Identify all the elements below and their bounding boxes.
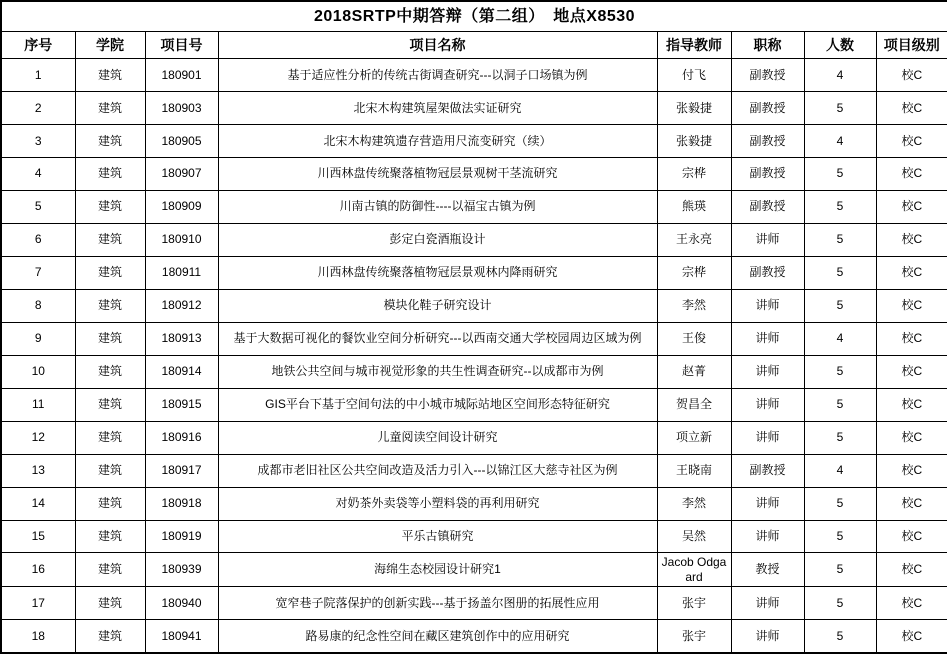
cell-project_no: 180913 [145, 322, 218, 355]
table-row [1, 158, 947, 191]
cell-rank: 副教授 [731, 125, 804, 158]
cell-advisor: 王俊 [657, 322, 731, 355]
cell-college: 建筑 [75, 620, 145, 653]
cell-level: 校C [876, 322, 947, 355]
cell-advisor: 宗桦 [657, 158, 731, 191]
column-header-level: 项目级别 [876, 32, 947, 59]
cell-advisor: 张宇 [657, 620, 731, 653]
cell-advisor: 付飞 [657, 59, 731, 92]
cell-college: 建筑 [75, 454, 145, 487]
cell-college: 建筑 [75, 520, 145, 553]
cell-index: 17 [1, 587, 75, 620]
cell-project_name: 平乐古镇研究 [218, 520, 657, 553]
cell-count: 5 [804, 289, 876, 322]
cell-level: 校C [876, 487, 947, 520]
cell-project_name: 川南古镇的防御性----以福宝古镇为例 [218, 190, 657, 223]
page-title: 2018SRTP中期答辩（第二组） 地点X8530 [1, 1, 947, 32]
cell-index: 9 [1, 322, 75, 355]
cell-college: 建筑 [75, 158, 145, 191]
cell-advisor: 张毅捷 [657, 125, 731, 158]
cell-count: 5 [804, 256, 876, 289]
column-header-advisor: 指导教师 [657, 32, 731, 59]
cell-project_name: GIS平台下基于空间句法的中小城市城际站地区空间形态特征研究 [218, 388, 657, 421]
cell-college: 建筑 [75, 421, 145, 454]
cell-index: 8 [1, 289, 75, 322]
cell-rank: 副教授 [731, 59, 804, 92]
cell-college: 建筑 [75, 59, 145, 92]
cell-index: 13 [1, 454, 75, 487]
column-header-project_no: 项目号 [145, 32, 218, 59]
cell-college: 建筑 [75, 587, 145, 620]
cell-index: 15 [1, 520, 75, 553]
cell-level: 校C [876, 92, 947, 125]
cell-college: 建筑 [75, 190, 145, 223]
cell-count: 5 [804, 355, 876, 388]
cell-count: 5 [804, 520, 876, 553]
cell-project_name: 海绵生态校园设计研究1 [218, 553, 657, 587]
column-header-college: 学院 [75, 32, 145, 59]
table-row [1, 59, 947, 92]
cell-index: 16 [1, 553, 75, 587]
cell-level: 校C [876, 355, 947, 388]
cell-index: 1 [1, 59, 75, 92]
cell-project_name: 彭定白瓷酒瓶设计 [218, 223, 657, 256]
cell-level: 校C [876, 125, 947, 158]
table-row [1, 520, 947, 553]
cell-count: 5 [804, 587, 876, 620]
table-row [1, 388, 947, 421]
cell-project_no: 180901 [145, 59, 218, 92]
cell-index: 18 [1, 620, 75, 653]
cell-project_name: 宽窄巷子院落保护的创新实践---基于扬盖尔图册的拓展性应用 [218, 587, 657, 620]
cell-college: 建筑 [75, 92, 145, 125]
table-row [1, 190, 947, 223]
cell-count: 5 [804, 158, 876, 191]
cell-project_no: 180905 [145, 125, 218, 158]
cell-advisor: 张毅捷 [657, 92, 731, 125]
cell-project_name: 对奶茶外卖袋等小塑料袋的再利用研究 [218, 487, 657, 520]
cell-college: 建筑 [75, 256, 145, 289]
cell-index: 4 [1, 158, 75, 191]
cell-rank: 副教授 [731, 256, 804, 289]
cell-advisor: 宗桦 [657, 256, 731, 289]
cell-level: 校C [876, 587, 947, 620]
cell-level: 校C [876, 256, 947, 289]
table-row [1, 322, 947, 355]
cell-advisor: 李然 [657, 487, 731, 520]
table-row [1, 355, 947, 388]
cell-project_name: 北宋木构建筑屋架做法实证研究 [218, 92, 657, 125]
cell-rank: 教授 [731, 553, 804, 587]
cell-count: 4 [804, 59, 876, 92]
cell-rank: 讲师 [731, 388, 804, 421]
cell-count: 4 [804, 125, 876, 158]
cell-college: 建筑 [75, 125, 145, 158]
cell-project_name: 基于适应性分析的传统古街调查研究---以洞子口场镇为例 [218, 59, 657, 92]
cell-index: 6 [1, 223, 75, 256]
cell-project_name: 成都市老旧社区公共空间改造及活力引入---以锦江区大慈寺社区为例 [218, 454, 657, 487]
table-row [1, 421, 947, 454]
cell-count: 5 [804, 620, 876, 653]
cell-college: 建筑 [75, 487, 145, 520]
cell-rank: 讲师 [731, 587, 804, 620]
cell-college: 建筑 [75, 355, 145, 388]
cell-rank: 讲师 [731, 355, 804, 388]
cell-rank: 讲师 [731, 421, 804, 454]
cell-advisor: 赵菁 [657, 355, 731, 388]
cell-project_no: 180907 [145, 158, 218, 191]
table-header-row [1, 32, 947, 59]
cell-count: 5 [804, 388, 876, 421]
cell-level: 校C [876, 388, 947, 421]
cell-rank: 副教授 [731, 454, 804, 487]
cell-level: 校C [876, 223, 947, 256]
column-header-project_name: 项目名称 [218, 32, 657, 59]
cell-count: 5 [804, 92, 876, 125]
cell-project_name: 北宋木构建筑遗存营造用尺流变研究（续） [218, 125, 657, 158]
cell-level: 校C [876, 421, 947, 454]
table-row [1, 256, 947, 289]
cell-level: 校C [876, 289, 947, 322]
cell-count: 5 [804, 487, 876, 520]
cell-project_name: 川西林盘传统聚落植物冠层景观林内降雨研究 [218, 256, 657, 289]
cell-project_no: 180915 [145, 388, 218, 421]
column-header-count: 人数 [804, 32, 876, 59]
cell-level: 校C [876, 158, 947, 191]
cell-index: 3 [1, 125, 75, 158]
cell-project_no: 180914 [145, 355, 218, 388]
cell-index: 10 [1, 355, 75, 388]
table-row [1, 487, 947, 520]
cell-advisor: 王永亮 [657, 223, 731, 256]
cell-project_name: 路易康的纪念性空间在藏区建筑创作中的应用研究 [218, 620, 657, 653]
cell-rank: 讲师 [731, 289, 804, 322]
cell-project_name: 地铁公共空间与城市视觉形象的共生性调查研究--以成都市为例 [218, 355, 657, 388]
cell-level: 校C [876, 59, 947, 92]
cell-project_no: 180910 [145, 223, 218, 256]
cell-project_no: 180939 [145, 553, 218, 587]
cell-level: 校C [876, 620, 947, 653]
cell-rank: 副教授 [731, 92, 804, 125]
cell-advisor: 熊瑛 [657, 190, 731, 223]
cell-project_no: 180909 [145, 190, 218, 223]
cell-index: 11 [1, 388, 75, 421]
cell-college: 建筑 [75, 289, 145, 322]
table-row [1, 223, 947, 256]
title-row [1, 1, 947, 32]
cell-rank: 讲师 [731, 620, 804, 653]
cell-level: 校C [876, 520, 947, 553]
cell-count: 5 [804, 553, 876, 587]
cell-count: 5 [804, 223, 876, 256]
cell-project_name: 基于大数据可视化的餐饮业空间分析研究---以西南交通大学校园周边区域为例 [218, 322, 657, 355]
cell-advisor: 吴然 [657, 520, 731, 553]
cell-advisor: 项立新 [657, 421, 731, 454]
cell-college: 建筑 [75, 322, 145, 355]
cell-advisor: 李然 [657, 289, 731, 322]
cell-college: 建筑 [75, 388, 145, 421]
cell-index: 5 [1, 190, 75, 223]
cell-project_name: 模块化鞋子研究设计 [218, 289, 657, 322]
table-row [1, 289, 947, 322]
cell-project_no: 180918 [145, 487, 218, 520]
cell-count: 5 [804, 421, 876, 454]
table-row [1, 587, 947, 620]
table-row [1, 454, 947, 487]
cell-project_no: 180917 [145, 454, 218, 487]
cell-project_no: 180903 [145, 92, 218, 125]
cell-project_no: 180916 [145, 421, 218, 454]
cell-project_name: 儿童阅读空间设计研究 [218, 421, 657, 454]
cell-college: 建筑 [75, 553, 145, 587]
column-header-index: 序号 [1, 32, 75, 59]
cell-index: 12 [1, 421, 75, 454]
cell-project_no: 180912 [145, 289, 218, 322]
cell-level: 校C [876, 454, 947, 487]
cell-project_no: 180919 [145, 520, 218, 553]
cell-rank: 讲师 [731, 520, 804, 553]
cell-college: 建筑 [75, 223, 145, 256]
cell-advisor: 王晓南 [657, 454, 731, 487]
cell-rank: 讲师 [731, 487, 804, 520]
column-header-rank: 职称 [731, 32, 804, 59]
cell-rank: 副教授 [731, 158, 804, 191]
cell-index: 7 [1, 256, 75, 289]
table-row [1, 553, 947, 587]
table-row [1, 620, 947, 653]
cell-rank: 副教授 [731, 190, 804, 223]
cell-rank: 讲师 [731, 322, 804, 355]
cell-index: 2 [1, 92, 75, 125]
cell-level: 校C [876, 553, 947, 587]
cell-project_no: 180911 [145, 256, 218, 289]
cell-project_name: 川西林盘传统聚落植物冠层景观树干茎流研究 [218, 158, 657, 191]
cell-count: 4 [804, 454, 876, 487]
cell-rank: 讲师 [731, 223, 804, 256]
cell-advisor: 张宇 [657, 587, 731, 620]
cell-count: 5 [804, 190, 876, 223]
cell-level: 校C [876, 190, 947, 223]
cell-count: 4 [804, 322, 876, 355]
table-row [1, 125, 947, 158]
cell-project_no: 180940 [145, 587, 218, 620]
cell-index: 14 [1, 487, 75, 520]
cell-advisor: 贺昌全 [657, 388, 731, 421]
table-row [1, 92, 947, 125]
cell-advisor: Jacob Odgaard [657, 553, 731, 587]
cell-project_no: 180941 [145, 620, 218, 653]
